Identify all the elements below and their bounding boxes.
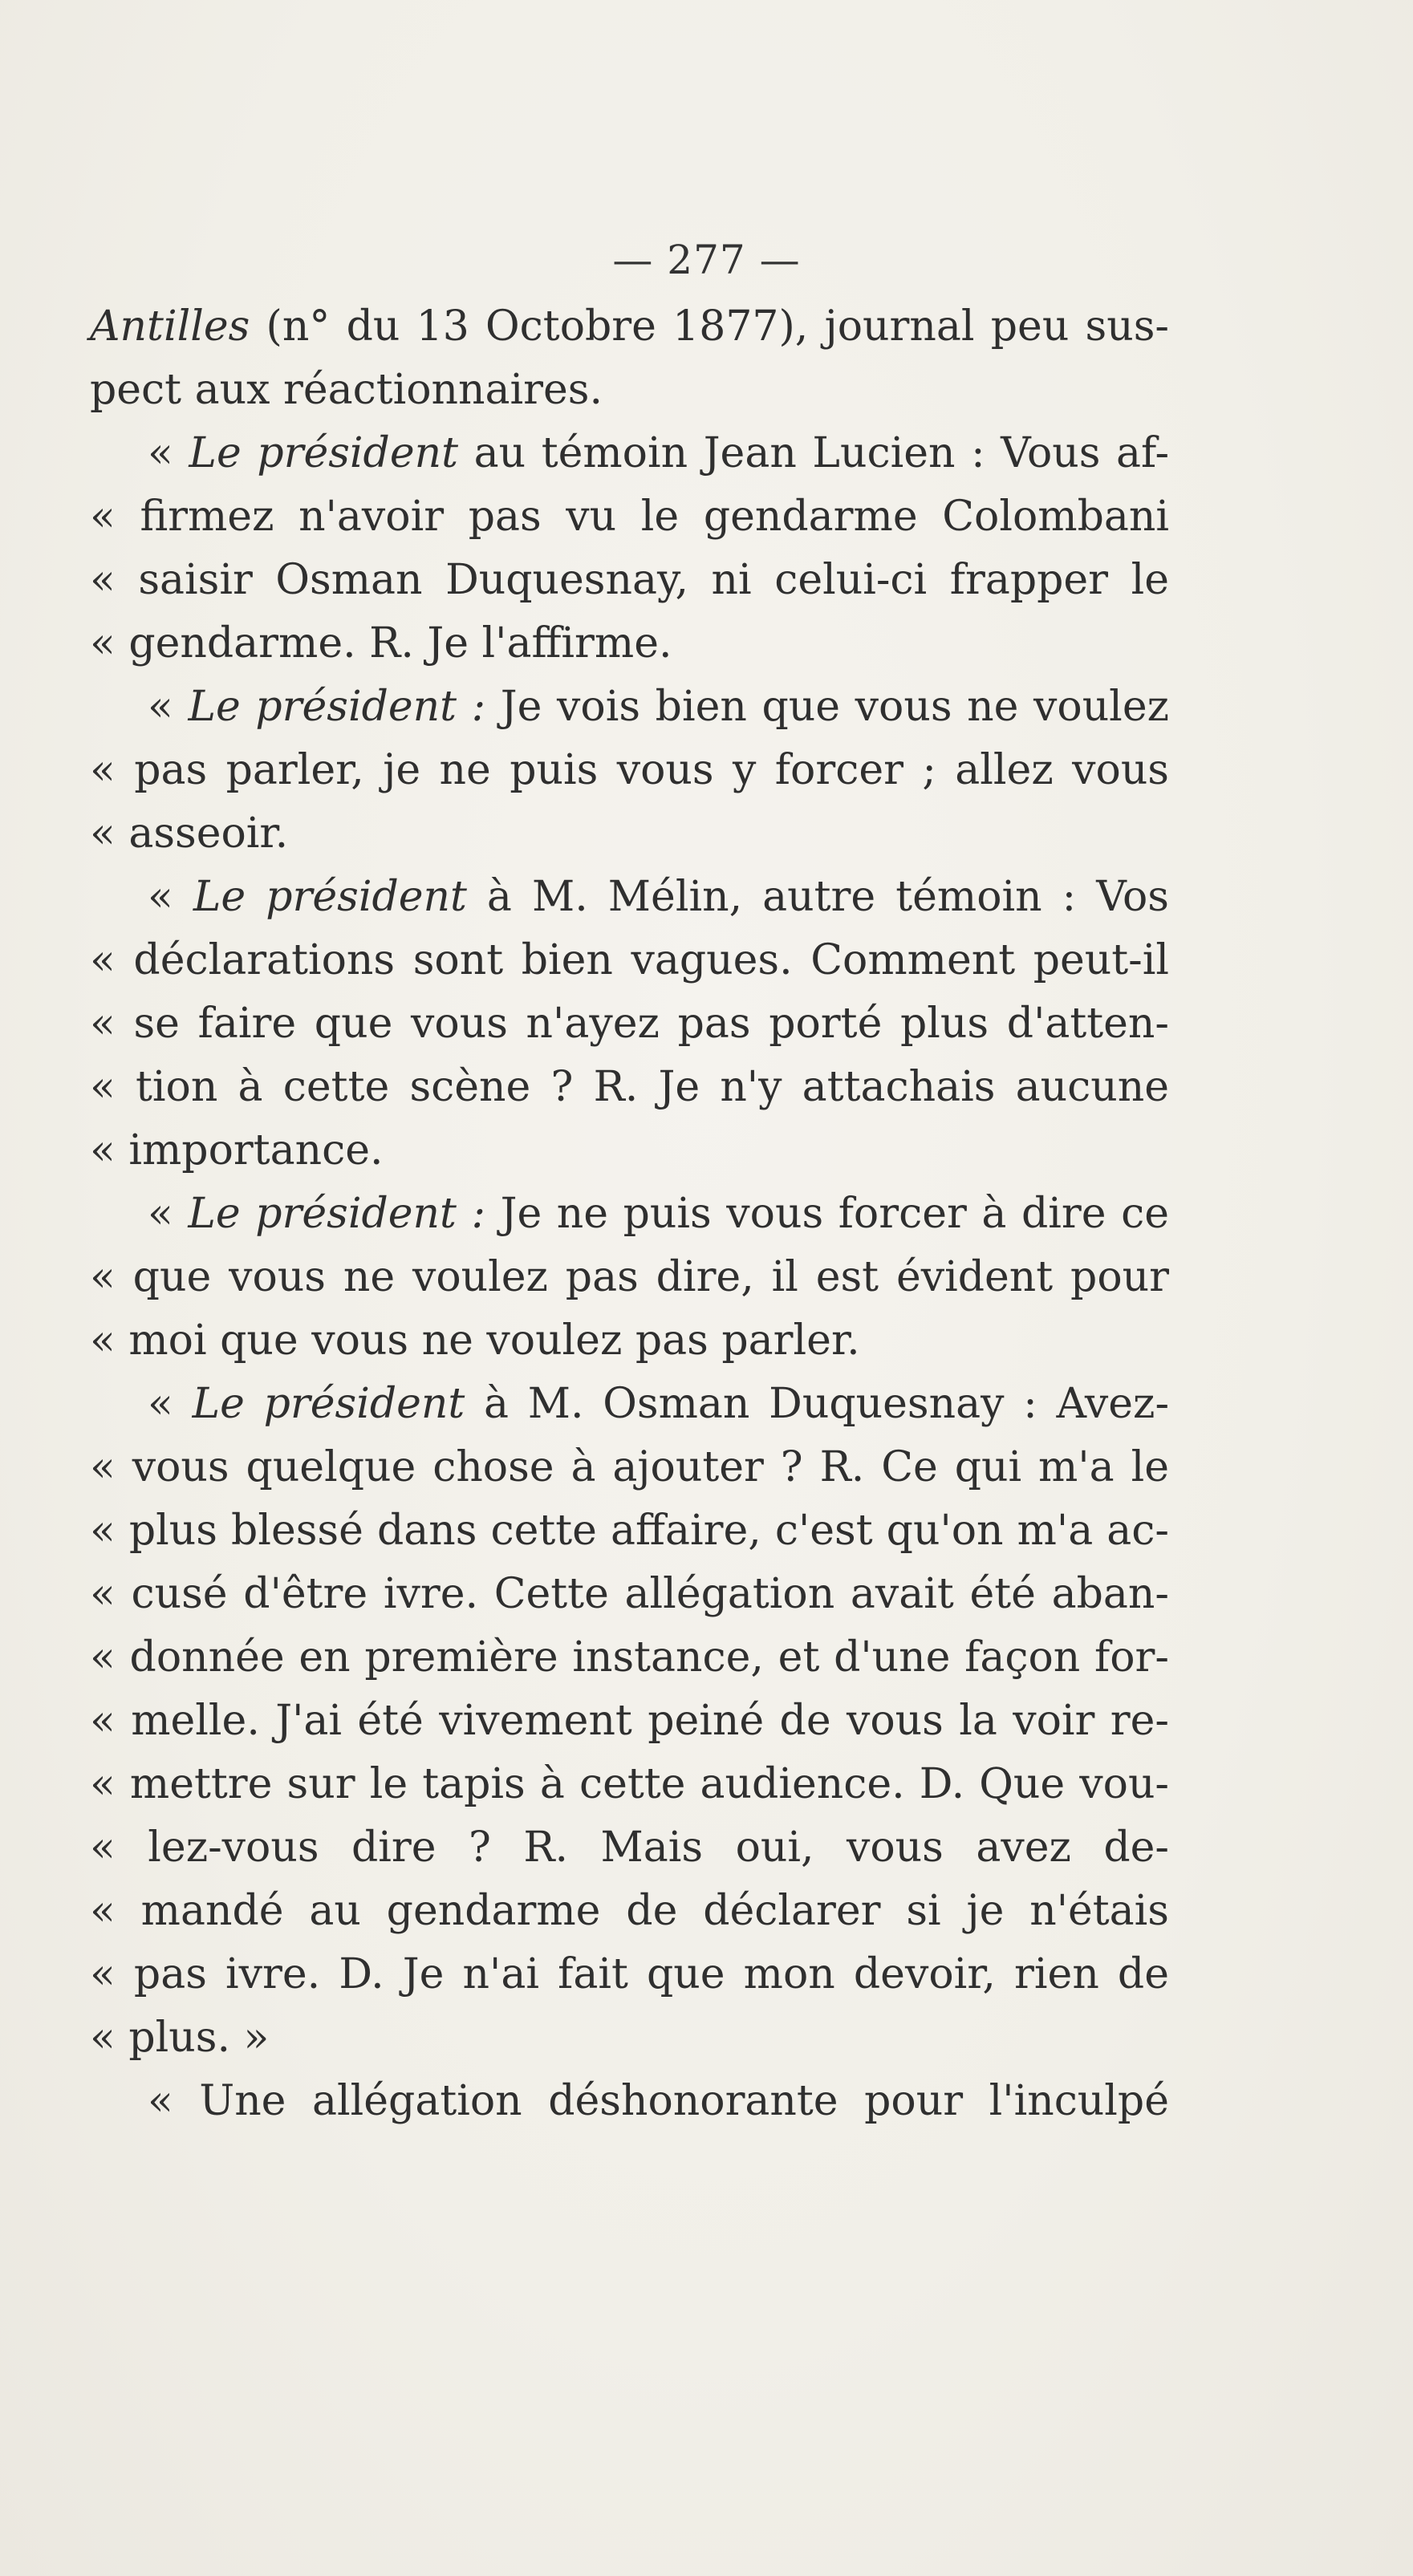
text-line: [90, 612, 1169, 675]
text-segment: «: [148, 683, 189, 731]
text-line: [90, 739, 1169, 802]
text-line: [90, 1943, 1169, 2006]
text-segment: «: [148, 873, 193, 921]
italic-text: Antilles: [90, 302, 250, 351]
text-line: [90, 1753, 1169, 1816]
text-line: [90, 1563, 1169, 1626]
text-segment: «: [148, 1190, 189, 1238]
text-segment: « cusé d'être ivre. Cette allégation avait été aban-: [90, 1570, 1169, 1618]
text-segment: « pas ivre. D. Je n'ai fait que mon devoir, rien de: [90, 1950, 1169, 1998]
text-line: [90, 929, 1169, 992]
text-segment: « déclarations sont bien vagues. Comment peut-il: [90, 936, 1169, 984]
text-line: [90, 1816, 1169, 1880]
text-segment: à M. Mélin, autre témoin : Vos: [466, 873, 1169, 921]
text-line: [90, 992, 1169, 1056]
text-segment: « plus. »: [90, 2014, 270, 2062]
text-segment: « donnée en première instance, et d'une façon for-: [90, 1633, 1169, 1681]
text-segment: « Une allégation déshonorante pour l'inculpé: [148, 2077, 1169, 2125]
text-line: [90, 1690, 1169, 1753]
text-segment: « asseoir.: [90, 809, 289, 858]
page-number: — 277 —: [612, 237, 801, 283]
text-line: [90, 549, 1169, 612]
text-segment: «: [148, 1380, 193, 1428]
text-line: [90, 1183, 1169, 1246]
text-segment: « melle. J'ai été vivement peiné de vous la voir re-: [90, 1697, 1169, 1745]
text-segment: « saisir Osman Duquesnay, ni celui-ci frapper le: [90, 556, 1169, 604]
text-segment: « que vous ne voulez pas dire, il est évident pour: [90, 1253, 1169, 1301]
text-line: [90, 1309, 1169, 1373]
text-segment: « lez-vous dire ? R. Mais oui, vous avez de-: [90, 1823, 1169, 1872]
italic-text: Le président: [193, 873, 467, 921]
text-line: [90, 1626, 1169, 1690]
text-segment: pect aux réactionnaires.: [90, 366, 603, 414]
text-segment: « gendarme. R. Je l'affirme.: [90, 619, 672, 667]
text-segment: (n° du 13 Octobre 1877), journal peu sus-: [250, 302, 1169, 351]
text-line: [90, 1056, 1169, 1119]
text-segment: à M. Osman Duquesnay : Avez-: [465, 1380, 1170, 1428]
text-segment: « importance.: [90, 1126, 384, 1174]
text-segment: « moi que vous ne voulez pas parler.: [90, 1316, 860, 1365]
text-segment: « vous quelque chose à ajouter ? R. Ce qui m'a le: [90, 1443, 1169, 1491]
text-line: [90, 1246, 1169, 1309]
text-segment: au témoin Jean Lucien : Vous af-: [458, 429, 1170, 477]
text-line: [90, 866, 1169, 929]
text-segment: « mandé au gendarme de déclarer si je n'étais: [90, 1887, 1169, 1935]
italic-text: Le président: [189, 429, 459, 477]
italic-text: Le président :: [188, 1190, 486, 1238]
text-segment: « firmez n'avoir pas vu le gendarme Colombani: [90, 493, 1169, 541]
text-line: [90, 1373, 1169, 1436]
text-line: [90, 675, 1169, 739]
italic-text: Le président :: [188, 683, 486, 731]
text-line: [90, 1499, 1169, 1563]
text-segment: « se faire que vous n'ayez pas porté plus d'atten-: [90, 1000, 1169, 1048]
body-text: [90, 295, 1169, 2133]
text-segment: Je ne puis vous forcer à dire ce: [485, 1190, 1169, 1238]
text-line: [90, 802, 1169, 866]
text-segment: « pas parler, je ne puis vous y forcer ; allez vous: [90, 746, 1169, 794]
text-line: [90, 295, 1169, 359]
text-line: [90, 1119, 1169, 1183]
text-segment: Je vois bien que vous ne voulez: [485, 683, 1169, 731]
text-line: [90, 2070, 1169, 2133]
text-segment: « tion à cette scène ? R. Je n'y attachais aucune: [90, 1063, 1169, 1111]
text-line: [90, 1880, 1169, 1943]
text-line: [90, 359, 1169, 422]
text-line: [90, 2006, 1169, 2070]
text-segment: «: [148, 429, 189, 477]
text-line: [90, 422, 1169, 485]
text-line: [90, 1436, 1169, 1499]
text-line: [90, 485, 1169, 549]
italic-text: Le président: [192, 1380, 465, 1428]
text-segment: « plus blessé dans cette affaire, c'est qu'on m'a ac-: [90, 1507, 1169, 1555]
text-segment: « mettre sur le tapis à cette audience. D. Que vou-: [90, 1760, 1169, 1808]
